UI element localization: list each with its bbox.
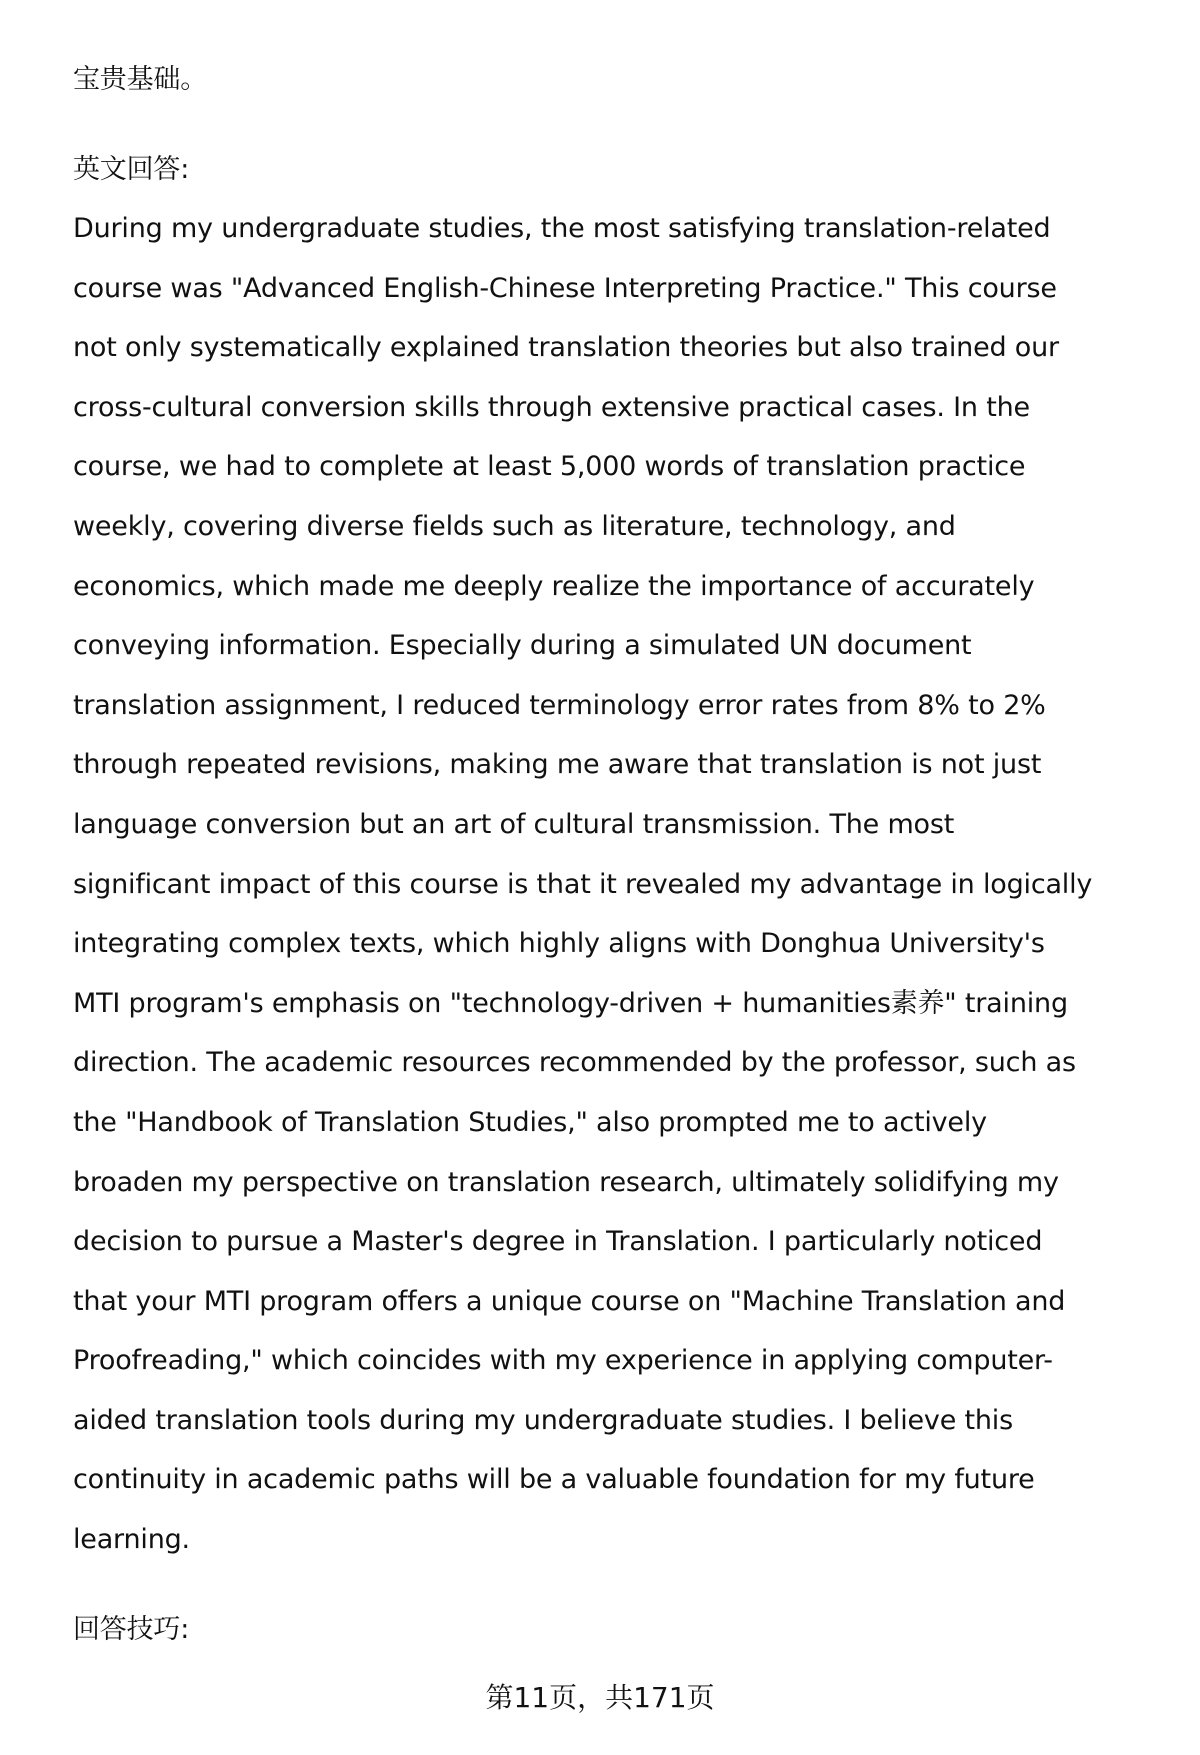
paragraph-line: that your MTI program offers a unique course on "Machine Translation and xyxy=(73,1285,1066,1317)
paragraph-line: course was "Advanced English-Chinese Interpreting Practice." This course xyxy=(73,272,1057,304)
paragraph-line: conveying information. Especially during a simulated UN document xyxy=(73,630,972,662)
paragraph-line: aided translation tools during my undergraduate studies. I believe this xyxy=(73,1404,1013,1436)
paragraph-line: not only systematically explained translation theories but also trained our xyxy=(73,332,1059,364)
paragraph-line: broaden my perspective on translation research, ultimately solidifying my xyxy=(73,1166,1059,1198)
paragraph-line: language conversion but an art of cultural transmission. The most xyxy=(73,808,955,840)
paragraph-line: During my undergraduate studies, the most satisfying translation-related xyxy=(73,213,1051,244)
paragraph-line: cross-cultural conversion skills through extensive practical cases. In the xyxy=(73,391,1030,423)
paragraph-line: significant impact of this course is that it revealed my advantage in logically xyxy=(73,868,1093,900)
paragraph-line: economics, which made me deeply realize the importance of accurately xyxy=(73,570,1035,602)
paragraph-line: direction. The academic resources recommended by the professor, such as xyxy=(73,1047,1076,1079)
paragraph-line: learning. xyxy=(73,1524,190,1556)
paragraph-line: the "Handbook of Translation Studies," also prompted me to actively xyxy=(73,1106,987,1138)
english-answer-paragraph xyxy=(73,211,1092,1582)
heading-answer-tips: 回答技巧: xyxy=(73,1614,190,1645)
paragraph-line: Proofreading," which coincides with my experience in applying computer- xyxy=(73,1345,1053,1377)
paragraph-line: weekly, covering diverse fields such as literature, technology, and xyxy=(73,510,956,542)
paragraph-line: MTI program's emphasis on "technology-driven + humanities素养" training xyxy=(73,987,1068,1019)
paragraph-line: integrating complex texts, which highly aligns with Donghua University's xyxy=(73,928,1045,960)
paragraph-line: through repeated revisions, making me aware that translation is not just xyxy=(73,749,1042,781)
page-number-footer: 第11页，共171页 xyxy=(485,1681,715,1714)
paragraph-line: translation assignment, I reduced terminology error rates from 8% to 2% xyxy=(73,689,1046,721)
top-fragment: 宝贵基础。 xyxy=(73,64,207,95)
paragraph-line: course, we had to complete at least 5,000 words of translation practice xyxy=(73,451,1026,483)
heading-english-answer: 英文回答: xyxy=(73,154,190,185)
paragraph-line: continuity in academic paths will be a valuable foundation for my future xyxy=(73,1464,1035,1496)
paragraph-line: decision to pursue a Master's degree in Translation. I particularly noticed xyxy=(73,1226,1043,1258)
